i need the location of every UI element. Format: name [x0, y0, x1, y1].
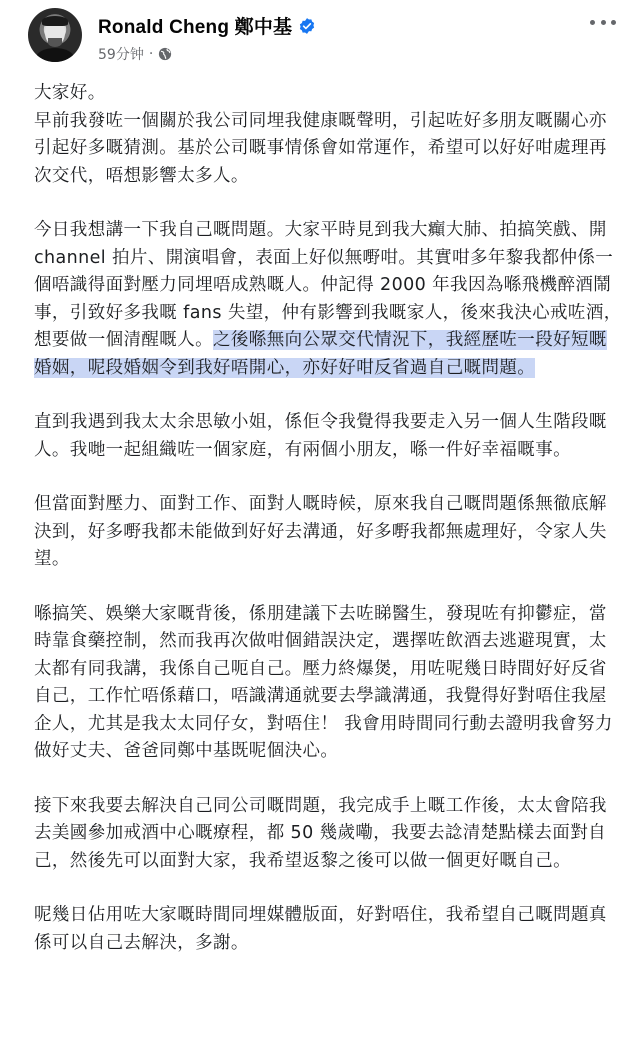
- post-body: [34, 80, 624, 957]
- avatar-beard: [48, 38, 62, 47]
- highlighted-selection: 之後喺無向公眾交代情況下，我經歷咗一段好短嘅婚姻，呢段婚姻令到我好唔開心，亦好好咁反省過自己嘅問題。: [34, 330, 607, 378]
- post-header: [0, 0, 640, 80]
- more-dot: [590, 20, 595, 25]
- post-paragraph-3: 直到我遇到我太太余思敏小姐，係佢令我覺得我要走入另一個人生階段嘅人。我哋一起組織咗一個家庭，有兩個小朋友，喺一件好幸福嘅事。: [34, 412, 607, 460]
- meta-separator: ·: [148, 46, 154, 62]
- avatar-body: [36, 48, 74, 62]
- post-paragraph-2: [34, 217, 624, 382]
- author-name[interactable]: Ronald Cheng 鄭中基: [98, 17, 293, 38]
- verified-badge-icon: [298, 17, 316, 35]
- more-dot: [601, 20, 606, 25]
- post-paragraph-2-text: 今日我想講一下我自己嘅問題。大家平時見到我大癲大肺、拍搞笑戲、開 channel 拍片、開演唱會，表面上好似無嘢咁。其實咁多年黎我都仲係一個唔識得面對壓力同埋唔成熟嘅人。仲記得 2000 年我因為喺飛機醉酒鬧事，引致好多我嘅 fans 失望，仲有影響到我嘅家人，後來我決心戒咗酒，想要做一個清醒嘅人。: [34, 220, 622, 350]
- author-name-row: [98, 12, 316, 39]
- globe-icon: [158, 47, 172, 61]
- post-paragraph-7: 呢幾日佔用咗大家嘅時間同埋媒體版面，好對唔住，我希望自己嘅問題真係可以自己去解決，多謝。: [34, 905, 607, 953]
- more-dot: [611, 20, 616, 25]
- post-meta: [98, 44, 172, 64]
- avatar-hair: [42, 16, 68, 26]
- post-paragraph-1: 早前我發咗一個關於我公司同埋我健康嘅聲明，引起咗好多朋友嘅關心亦引起好多嘅猜測。基於公司嘅事情係會如常運作，希望可以好好咁處理再次交代，唔想影響太多人。: [34, 110, 607, 186]
- post-paragraph-5: 喺搞笑、娛樂大家嘅背後，係朋建議下去咗睇醫生，發現咗有抑鬱症，當時靠食藥控制，然而我再次做咁個錯誤決定，選擇咗飲酒去逃避現實，太太都有同我講，我係自己呃自己。壓力終爆煲，用咗呢幾日時間好好反省自己，工作忙唔係藉口，唔識溝通就要去學識溝通，我覺得好對唔住我屋企人，尤其是我太太同仔女，對唔住！ 我會用時間同行動去證明我會努力做好丈夫、爸爸同鄭中基既呢個決心。: [34, 603, 613, 761]
- post-paragraph-4: 但當面對壓力、面對工作、面對人嘅時候，原來我自己嘅問題係無徹底解決到，好多嘢我都未能做到好好去溝通，好多嘢我都無處理好，令家人失望。: [34, 494, 607, 569]
- post-greeting: 大家好。: [34, 83, 106, 103]
- post-timestamp[interactable]: 59分钟: [98, 47, 144, 63]
- post-paragraph-6: 接下來我要去解決自己同公司嘅問題，我完成手上嘅工作後，太太會陪我去美國參加戒酒中心嘅療程，都 50 幾歲嘞，我要去諗清楚點樣去面對自己，然後先可以面對大家，我希望返黎之後可以做一個更好嘅自己。: [34, 795, 607, 871]
- more-options-icon[interactable]: [590, 16, 616, 28]
- avatar[interactable]: [28, 8, 82, 62]
